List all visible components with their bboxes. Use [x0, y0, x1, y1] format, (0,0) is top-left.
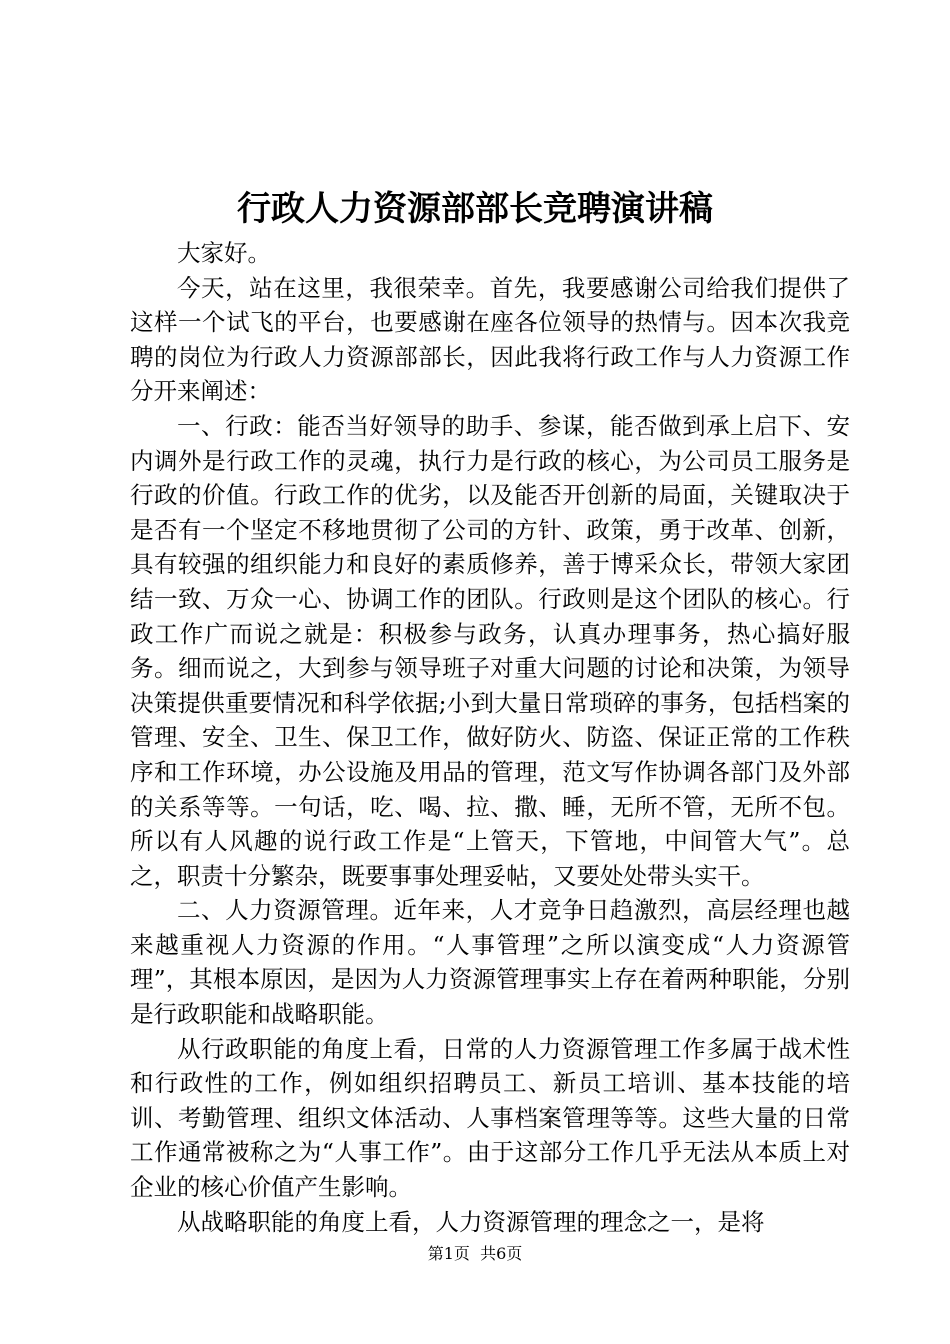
paragraph-administrative-function: 从行政职能的角度上看，日常的人力资源管理工作多属于战术性和行政性的工作，例如组织招聘员工、新员工培训、基本技能的培训、考勤管理、组织文体活动、人事档案管理等等。这些大量的日常工作通常被称之为“人事工作”。由于这部分工作几乎无法从本质上对企业的核心价值产生影响。	[130, 1034, 850, 1202]
document-body	[130, 236, 850, 1239]
paragraph-intro: 今天，站在这里，我很荣幸。首先，我要感谢公司给我们提供了这样一个试飞的平台，也要感谢在座各位领导的热情与。因本次我竞聘的岗位为行政人力资源部部长，因此我将行政工作与人力资源工作分开来阐述：	[130, 273, 850, 406]
paragraph-administration: 一、行政：能否当好领导的助手、参谋，能否做到承上启下、安内调外是行政工作的灵魂，执行力是行政的核心，为公司员工服务是行政的价值。行政工作的优劣，以及能否开创新的局面，关键取决于是否有一个坚定不移地贯彻了公司的方针、政策，勇于改革、创新，具有较强的组织能力和良好的素质修养，善于博采众长，带领大家团结一致、万众一心、协调工作的团队。行政则是这个团队的核心。行政工作广而说之就是：积极参与政务，认真办理事务，热心搞好服务。细而说之，大到参与领导班子对重大问题的讨论和决策，为领导决策提供重要情况和科学依据;小到大量日常琐碎的事务，包括档案的管理、安全、卫生、保卫工作，做好防火、防盗、保证正常的工作秩序和工作环境，办公设施及用品的管理，范文写作协调各部门及外部的关系等等。一句话，吃、喝、拉、撒、睡，无所不管，无所不包。所以有人风趣的说行政工作是“上管天，下管地，中间管大气”。总之，职责十分繁杂，既要事事处理妥帖，又要处处带头实干。	[130, 411, 850, 890]
page-indicator: 第1页 共6页	[427, 1244, 523, 1263]
paragraph-greeting: 大家好。	[177, 239, 271, 267]
page-footer	[0, 1244, 950, 1264]
paragraph-strategic-function: 从战略职能的角度上看，人力资源管理的理念之一，是将	[177, 1207, 765, 1236]
paragraph-hr-management: 二、人力资源管理。近年来，人才竞争日趋激烈，高层经理也越来越重视人力资源的作用。“人事管理”之所以演变成“人力资源管理”，其根本原因，是因为人力资源管理事实上存在着两种职能，分别是行政职能和战略职能。	[130, 896, 850, 1029]
page-title: 行政人力资源部部长竞聘演讲稿	[237, 189, 713, 229]
